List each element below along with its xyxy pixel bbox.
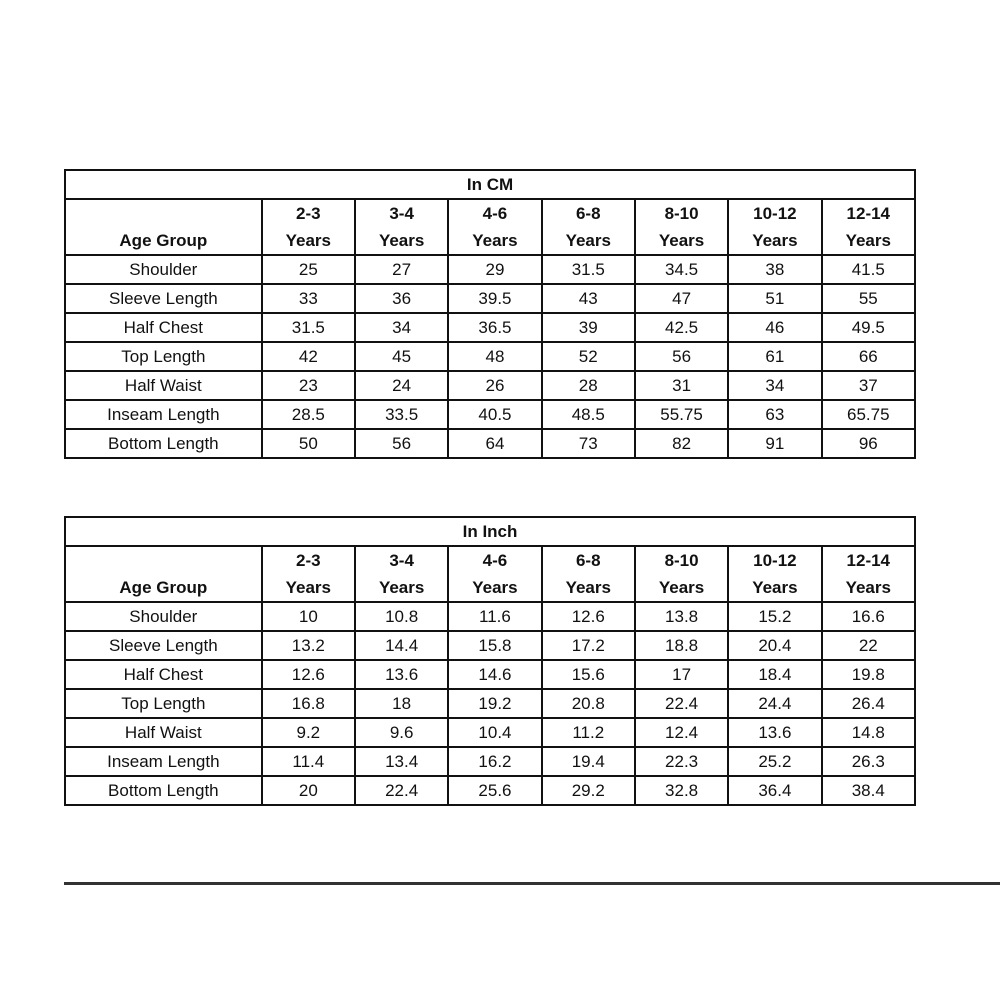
column-header: 10-12 Years	[728, 199, 821, 255]
table-cell: 12.6	[262, 660, 355, 689]
table-cell: 42	[262, 342, 355, 371]
table-cell: 61	[728, 342, 821, 371]
table-cell: 91	[728, 429, 821, 458]
table-cell: 46	[728, 313, 821, 342]
row-label: Bottom Length	[65, 776, 262, 805]
row-label: Sleeve Length	[65, 631, 262, 660]
table-cell: 55	[822, 284, 915, 313]
table-cell: 34.5	[635, 255, 728, 284]
table-cell: 38	[728, 255, 821, 284]
table-cell: 73	[542, 429, 635, 458]
table-cell: 9.2	[262, 718, 355, 747]
table-cell: 56	[635, 342, 728, 371]
header-row	[65, 199, 915, 255]
age-group-header: Age Group	[65, 546, 262, 602]
table-cell: 31	[635, 371, 728, 400]
column-header: 3-4 Years	[355, 199, 448, 255]
table-cell: 9.6	[355, 718, 448, 747]
row-label: Half Chest	[65, 660, 262, 689]
table-cell: 12.6	[542, 602, 635, 631]
table-cell: 37	[822, 371, 915, 400]
table-cell: 82	[635, 429, 728, 458]
table-cell: 24.4	[728, 689, 821, 718]
size-chart-cm-table	[64, 169, 916, 459]
table-row	[65, 689, 915, 718]
table-title: In Inch	[65, 517, 915, 546]
table-title: In CM	[65, 170, 915, 199]
row-label: Half Waist	[65, 718, 262, 747]
table-cell: 13.6	[728, 718, 821, 747]
table-row	[65, 747, 915, 776]
table-cell: 29	[448, 255, 541, 284]
column-header: 2-3 Years	[262, 546, 355, 602]
column-header: 4-6 Years	[448, 199, 541, 255]
row-label: Half Waist	[65, 371, 262, 400]
column-header: 10-12 Years	[728, 546, 821, 602]
table-cell: 26.3	[822, 747, 915, 776]
table-cell: 13.6	[355, 660, 448, 689]
table-cell: 10.4	[448, 718, 541, 747]
table-cell: 11.4	[262, 747, 355, 776]
table-row	[65, 631, 915, 660]
age-group-header: Age Group	[65, 199, 262, 255]
table-cell: 19.4	[542, 747, 635, 776]
row-label: Inseam Length	[65, 400, 262, 429]
table-cell: 55.75	[635, 400, 728, 429]
table-cell: 25.6	[448, 776, 541, 805]
table-cell: 16.6	[822, 602, 915, 631]
table-cell: 48.5	[542, 400, 635, 429]
table-cell: 22.4	[355, 776, 448, 805]
table-cell: 39.5	[448, 284, 541, 313]
row-label: Half Chest	[65, 313, 262, 342]
row-label: Top Length	[65, 689, 262, 718]
table-cell: 17.2	[542, 631, 635, 660]
table-cell: 38.4	[822, 776, 915, 805]
table-cell: 16.2	[448, 747, 541, 776]
table-cell: 10.8	[355, 602, 448, 631]
table-cell: 34	[355, 313, 448, 342]
table-cell: 14.8	[822, 718, 915, 747]
table-cell: 36	[355, 284, 448, 313]
table-cell: 36.5	[448, 313, 541, 342]
table-cell: 11.2	[542, 718, 635, 747]
table-cell: 29.2	[542, 776, 635, 805]
table-cell: 40.5	[448, 400, 541, 429]
column-header: 6-8 Years	[542, 199, 635, 255]
column-header: 6-8 Years	[542, 546, 635, 602]
table-cell: 24	[355, 371, 448, 400]
table-cell: 15.6	[542, 660, 635, 689]
table-cell: 13.8	[635, 602, 728, 631]
table-cell: 31.5	[262, 313, 355, 342]
table-cell: 22.4	[635, 689, 728, 718]
table-cell: 32.8	[635, 776, 728, 805]
table-row	[65, 718, 915, 747]
table-cell: 66	[822, 342, 915, 371]
row-label: Sleeve Length	[65, 284, 262, 313]
row-label: Bottom Length	[65, 429, 262, 458]
table-cell: 19.2	[448, 689, 541, 718]
table-cell: 18	[355, 689, 448, 718]
divider-line	[64, 882, 1000, 885]
table-cell: 49.5	[822, 313, 915, 342]
table-cell: 17	[635, 660, 728, 689]
table-cell: 56	[355, 429, 448, 458]
table-row	[65, 660, 915, 689]
table-cell: 28	[542, 371, 635, 400]
table-row	[65, 429, 915, 458]
column-header: 12-14 Years	[822, 546, 915, 602]
table-row	[65, 776, 915, 805]
table-cell: 52	[542, 342, 635, 371]
table-cell: 41.5	[822, 255, 915, 284]
table-cell: 12.4	[635, 718, 728, 747]
row-label: Inseam Length	[65, 747, 262, 776]
table-cell: 16.8	[262, 689, 355, 718]
header-row	[65, 546, 915, 602]
table-cell: 22.3	[635, 747, 728, 776]
table-cell: 51	[728, 284, 821, 313]
table-cell: 36.4	[728, 776, 821, 805]
table-cell: 26.4	[822, 689, 915, 718]
table-cell: 96	[822, 429, 915, 458]
column-header: 8-10 Years	[635, 546, 728, 602]
table-cell: 42.5	[635, 313, 728, 342]
table-cell: 33	[262, 284, 355, 313]
table-body	[65, 602, 915, 805]
column-header: 2-3 Years	[262, 199, 355, 255]
table-cell: 27	[355, 255, 448, 284]
table-cell: 43	[542, 284, 635, 313]
table-body	[65, 255, 915, 458]
table-cell: 23	[262, 371, 355, 400]
table-cell: 45	[355, 342, 448, 371]
table-cell: 15.2	[728, 602, 821, 631]
table-cell: 22	[822, 631, 915, 660]
table-cell: 25.2	[728, 747, 821, 776]
table-cell: 34	[728, 371, 821, 400]
table-row	[65, 342, 915, 371]
table-row	[65, 313, 915, 342]
table-cell: 13.2	[262, 631, 355, 660]
table-cell: 63	[728, 400, 821, 429]
table-row	[65, 400, 915, 429]
table-cell: 50	[262, 429, 355, 458]
column-header: 8-10 Years	[635, 199, 728, 255]
table-cell: 25	[262, 255, 355, 284]
table-cell: 20	[262, 776, 355, 805]
size-chart-inch-table	[64, 516, 916, 806]
table-row	[65, 371, 915, 400]
table-cell: 20.8	[542, 689, 635, 718]
table-cell: 11.6	[448, 602, 541, 631]
table-cell: 48	[448, 342, 541, 371]
table-cell: 14.6	[448, 660, 541, 689]
row-label: Top Length	[65, 342, 262, 371]
table-cell: 18.4	[728, 660, 821, 689]
table-cell: 19.8	[822, 660, 915, 689]
table-cell: 13.4	[355, 747, 448, 776]
table-cell: 15.8	[448, 631, 541, 660]
table-cell: 33.5	[355, 400, 448, 429]
column-header: 12-14 Years	[822, 199, 915, 255]
table-cell: 65.75	[822, 400, 915, 429]
table-cell: 26	[448, 371, 541, 400]
table-cell: 47	[635, 284, 728, 313]
table-row	[65, 602, 915, 631]
table-cell: 10	[262, 602, 355, 631]
table-row	[65, 284, 915, 313]
table-cell: 28.5	[262, 400, 355, 429]
table-cell: 18.8	[635, 631, 728, 660]
row-label: Shoulder	[65, 602, 262, 631]
table-row	[65, 255, 915, 284]
column-header: 3-4 Years	[355, 546, 448, 602]
row-label: Shoulder	[65, 255, 262, 284]
table-cell: 14.4	[355, 631, 448, 660]
table-cell: 39	[542, 313, 635, 342]
column-header: 4-6 Years	[448, 546, 541, 602]
table-cell: 20.4	[728, 631, 821, 660]
table-cell: 64	[448, 429, 541, 458]
table-cell: 31.5	[542, 255, 635, 284]
